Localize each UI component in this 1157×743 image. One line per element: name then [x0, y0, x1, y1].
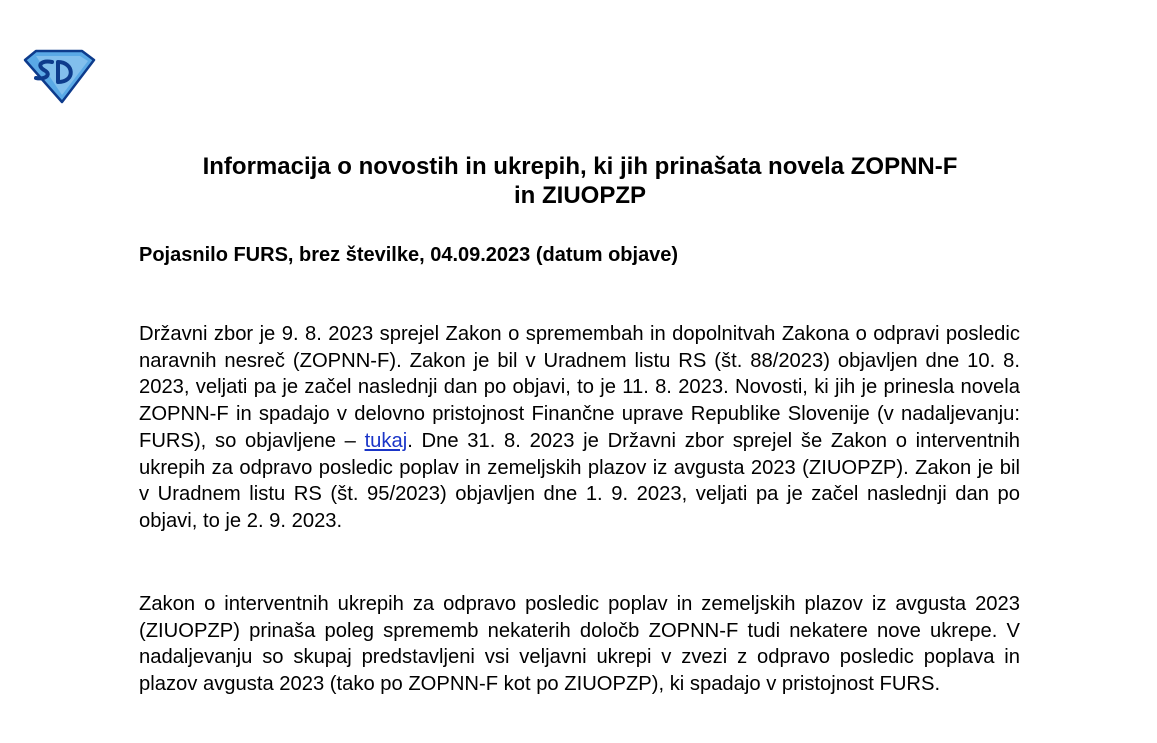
paragraph-1-text-before-link: Državni zbor je 9. 8. 2023 sprejel Zakon o spremembah in dopolnitvah Zakona o odpravi posledic naravnih nesreč (ZOPNN-F). Zakon je bil v Uradnem listu RS (št. 88/2023) objavljen dne 10. 8. 2023, veljati pa je začel naslednji dan po objavi, to je 11. 8. 2023. Novosti, ki jih je prinesla novela ZOPNN-F in spadajo v delovno pristojnost Finančne uprave Republike Slovenije (v nadaljevanju: FURS), so objavljene –: [139, 323, 1020, 452]
document-subtitle: Pojasnilo FURS, brez številke, 04.09.2023 (datum objave): [139, 244, 679, 266]
sd-logo-icon: [22, 48, 96, 104]
paragraph-1: [139, 321, 1020, 535]
document-title-line-2: in ZIUOPZP: [514, 182, 646, 209]
paragraph-1-text-after-link: . Dne 31. 8. 2023 je Državni zbor sprejel še Zakon o interventnih ukrepih za odpravo posledic poplav in zemeljskih plazov iz avgusta 2023 (ZIUOPZP). Zakon je bil v Uradnem listu RS (št. 95/2023) objavljen dne 1. 9. 2023, veljati pa je začel naslednji dan po objavi, to je 2. 9. 2023.: [139, 429, 1020, 532]
paragraph-2: Zakon o interventnih ukrepih za odpravo posledic poplav in zemeljskih plazov iz avgusta 2023 (ZIUOPZP) prinaša poleg sprememb nekaterih določb ZOPNN-F tudi nekatere nove ukrepe. V nadaljevanju so skupaj predstavljeni vsi veljavni ukrepi v zvezi z odpravo posledic poplava in plazov avgusta 2023 (tako po ZOPNN-F kot po ZIUOPZP), ki spadajo v pristojnost FURS.: [139, 593, 1020, 696]
document-title-line-1: Informacija o novostih in ukrepih, ki jih prinašata novela ZOPNN-F: [202, 153, 958, 180]
document-title: [130, 152, 1030, 210]
tukaj-link[interactable]: tukaj: [364, 429, 408, 452]
